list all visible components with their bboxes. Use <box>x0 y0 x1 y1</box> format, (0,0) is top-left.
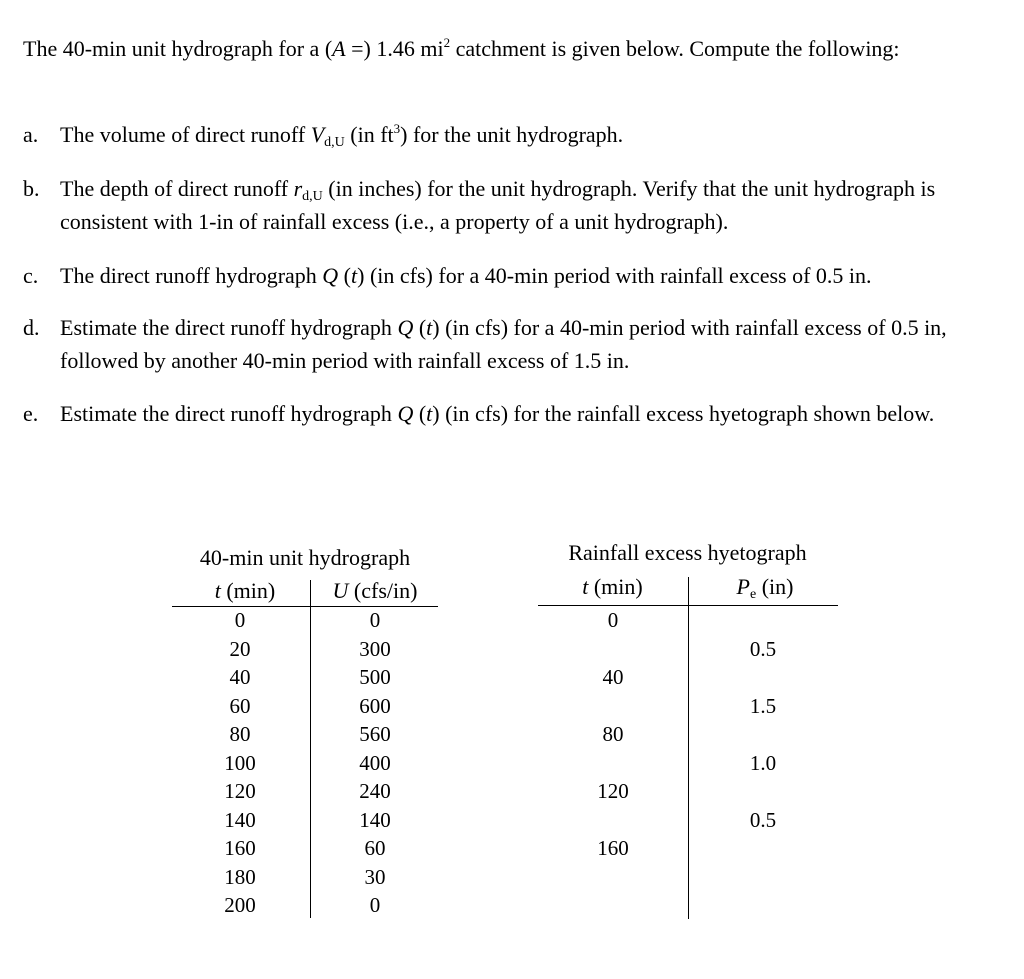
uh-col-time-unit: (min) <box>220 578 276 603</box>
item-d-time-var: t <box>426 315 433 340</box>
uh-time-cell: 80 <box>229 722 251 746</box>
uh-flow-cell: 300 <box>359 636 391 661</box>
item-a-text-3: ) for the unit hydrograph. <box>400 122 624 147</box>
item-e: e. Estimate the direct runoff hydrograph Q (t) (in cfs) for the rainfall excess hyetograph shown below. <box>23 397 993 430</box>
item-a-text-2: (in ft <box>344 122 394 147</box>
intro-text-3: catchment is given below. Compute the following: <box>450 36 900 61</box>
uh-col-u-unit: (cfs/in) <box>348 578 418 603</box>
item-d-var: Q <box>397 315 414 340</box>
hyeto-time-cell: 40 <box>602 665 624 689</box>
hyeto-time-cell: 80 <box>602 722 624 746</box>
item-c-var: Q <box>322 263 339 288</box>
item-a-sup: 3 <box>393 121 401 136</box>
item-a-text-1: The volume of direct runoff <box>60 122 311 147</box>
uh-time-cell: 0 <box>234 608 246 632</box>
item-a-sub: d,U <box>324 135 345 150</box>
item-c: c. The direct runoff hydrograph Q (t) (in cfs) for a 40-min period with rainfall excess of 0.5 in. <box>23 259 993 292</box>
uh-time-cell: 180 <box>224 864 256 889</box>
uh-flow-cell: 140 <box>359 807 391 832</box>
uh-time-cell: 160 <box>224 836 256 860</box>
uh-col-time-header <box>190 578 300 604</box>
item-b-sub: d,U <box>302 189 323 204</box>
hyeto-col-time-unit: (min) <box>588 574 643 599</box>
uh-time-cell: 20 <box>229 636 251 661</box>
hyeto-col-time-var: t <box>582 574 589 599</box>
hyeto-col-p-var: P <box>736 574 750 599</box>
uh-flow-cell: 400 <box>359 750 391 775</box>
item-d-text-1: Estimate the direct runoff hydrograph <box>60 315 398 340</box>
item-d-letter: d. <box>23 315 40 340</box>
item-c-text-1: The direct runoff hydrograph <box>60 263 323 288</box>
uh-flow-cell: 0 <box>369 608 381 632</box>
item-d-text-2: (in cfs) for a 40-min period with rainfall excess of 0.5 in, followed by another 40-min period with rainfall excess of 1.5 in. <box>60 315 947 373</box>
uh-time-cell: 60 <box>229 693 251 718</box>
hyeto-rainfall-cell: 1.0 <box>749 750 777 775</box>
item-d: d. Estimate the direct runoff hydrograph Q (t) (in cfs) for a 40-min period with rainfall excess of 0.5 in, followed by another 40-min period with rainfall excess of 1.5 in. <box>23 311 993 377</box>
uh-flow-cell: 30 <box>364 864 386 889</box>
hyeto-rainfall-cell: 0.5 <box>749 636 777 661</box>
item-e-text-2: (in cfs) for the rainfall excess hyetograph shown below. <box>439 401 935 426</box>
uh-header-rule <box>172 606 438 607</box>
uh-flow-cell: 0 <box>369 893 381 917</box>
uh-flow-cell: 560 <box>359 722 391 746</box>
uh-time-cell: 200 <box>224 893 256 917</box>
hyeto-time-cell: 120 <box>597 779 629 803</box>
item-b-text-1: The depth of direct runoff <box>60 176 294 201</box>
item-b <box>23 172 993 238</box>
hyeto-table-title: Rainfall excess hyetograph <box>568 540 807 565</box>
intro-sup: 2 <box>443 35 451 50</box>
intro-area-var: A <box>332 36 346 61</box>
item-c-letter: c. <box>23 263 39 288</box>
hyeto-time-cell: 160 <box>597 836 629 860</box>
item-e-text-1: Estimate the direct runoff hydrograph <box>60 401 398 426</box>
uh-flow-cell: 600 <box>359 693 391 718</box>
item-a-var: V <box>310 122 325 147</box>
uh-column-rule <box>310 580 311 918</box>
item-c-time-var: t <box>351 263 358 288</box>
hyeto-rainfall-cell: 1.5 <box>749 693 777 718</box>
item-b-text-2: (in inches) for the unit hydrograph. Verify that the unit hydrograph is consistent with 1-in of rainfall excess (i.e., a property of a unit hydrograph). <box>60 176 936 234</box>
hyeto-col-p-header <box>705 574 825 600</box>
hyeto-col-time-header <box>555 574 670 600</box>
hyeto-col-p-unit: (in) <box>756 574 794 599</box>
intro-text-2: =) 1.46 mi <box>345 36 444 61</box>
uh-time-cell: 120 <box>224 779 256 803</box>
item-a-letter: a. <box>23 122 39 147</box>
item-b-letter: b. <box>23 176 40 201</box>
hyeto-rainfall-cell: 0.5 <box>749 807 777 832</box>
item-e-time-var: t <box>426 401 433 426</box>
item-e-letter: e. <box>23 401 39 426</box>
uh-flow-cell: 60 <box>364 836 386 860</box>
hyeto-time-cell: 0 <box>607 608 619 632</box>
uh-time-cell: 100 <box>224 750 256 775</box>
uh-table-title: 40-min unit hydrograph <box>199 545 411 570</box>
uh-time-cell: 140 <box>224 807 256 832</box>
hyeto-column-rule <box>688 577 689 919</box>
uh-time-cell: 40 <box>229 665 251 689</box>
uh-col-u-header <box>310 578 440 604</box>
item-c-text-2: (in cfs) for a 40-min period with rainfall excess of 0.5 in. <box>364 263 872 288</box>
uh-flow-cell: 500 <box>359 665 391 689</box>
item-a <box>23 118 993 151</box>
item-e-var: Q <box>397 401 414 426</box>
uh-col-time-var: t <box>214 578 221 603</box>
hyeto-col-p-sub: e <box>749 587 757 602</box>
uh-flow-cell: 240 <box>359 779 391 803</box>
intro-text-1: The 40-min unit hydrograph for a ( <box>23 36 333 61</box>
item-b-var: r <box>293 176 303 201</box>
problem-intro <box>23 32 983 65</box>
uh-col-u-var: U <box>332 578 349 603</box>
